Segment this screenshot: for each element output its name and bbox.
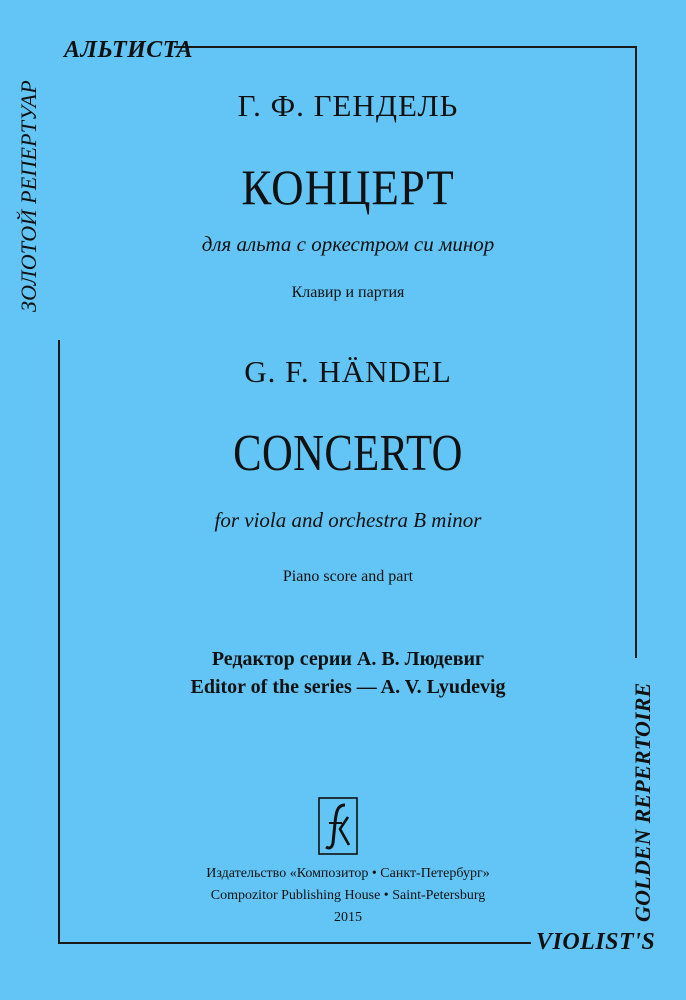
series-vertical-ru: ЗОЛОТОЙ РЕПЕРТУАР (16, 80, 41, 312)
composer-name-en: G. F. HÄNDEL (244, 354, 452, 389)
score-type-en: Piano score and part (282, 568, 414, 585)
frame-bottom-line (58, 942, 531, 944)
series-top-label: АЛЬТИСТА (64, 37, 193, 63)
publisher-name-en: Compozitor Publishing House • Saint-Petersburg (210, 888, 486, 903)
publisher-name-ru: Издательство «Композитор • Санкт-Петербург» (206, 866, 490, 881)
series-vertical-en: GOLDEN REPERTOIRE (630, 682, 655, 922)
subtitle-ru: для альта с оркестром си минор (201, 232, 495, 256)
score-type-ru: Клавир и партия (291, 284, 405, 301)
composer-name-ru: Г. Ф. ГЕНДЕЛЬ (237, 88, 459, 123)
title-ru: КОНЦЕРТ (241, 159, 455, 215)
editor-ru: Редактор серии А. В. Людевиг (211, 648, 485, 670)
publisher-logo-icon (318, 797, 358, 855)
editor-en: Editor of the series — A. V. Lyudevig (190, 676, 506, 698)
frame-left-line (58, 340, 60, 944)
subtitle-en: for viola and orchestra B minor (214, 508, 482, 532)
series-bottom-label: VIOLIST'S (536, 929, 656, 955)
title-en: CONCERTO (233, 425, 463, 482)
frame-right-line (635, 46, 637, 658)
publication-year: 2015 (334, 910, 362, 925)
frame-top-line (174, 46, 637, 48)
